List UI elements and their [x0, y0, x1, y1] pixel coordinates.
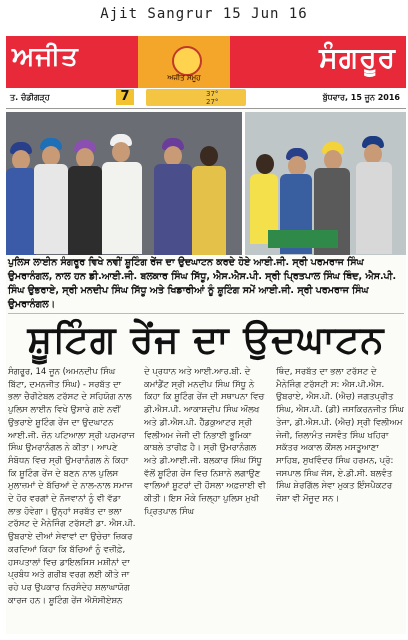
photo-caption: ਪੁਲਿਸ ਲਾਈਨ ਸੰਗਰੂਰ ਵਿਖੇ ਨਵੀਂ ਸ਼ੂਟਿੰਗ ਰੇਂਜ ਦਾ ਉਦਘਾਟਨ ਕਰਦੇ ਹੋਏ ਆਈ.ਜੀ. ਸ੍ਰੀ ਪਰਮਰਾਜ ਸਿੰਘ ਉਮਰਾਨੰਗਲ, ਨਾਲ ਹਨ ਡੀ.ਆਈ.ਜੀ. ਬਲਕਾਰ ਸਿੰਘ ਸਿੱਧੂ, ਐਸ.ਐਸ.ਪੀ. ਸ੍ਰੀ ਪ੍ਰਿਤਪਾਲ ਸਿੰਘ ਥਿੰਦ, ਐਸ.ਪੀ. ਸਿੰਘ ਉਭਰਾਏ, ਸ੍ਰੀ ਮਨਦੀਪ ਸਿੰਘ ਸਿੱਧੂ ਅਤੇ ਖਿਡਾਰੀਆਂ ਨੂੰ ਸ਼ੂਟਿੰਗ ਸਮੇਂ ਆਈ.ਜੀ. ਸ੍ਰੀ ਪਰਮਰਾਜ ਸਿੰਘ ਉਮਰਾਨੰਗਲ। [8, 257, 397, 310]
emblem-icon [172, 46, 202, 76]
weather-box [146, 89, 246, 106]
paper-name: ਅਜੀਤ [12, 42, 79, 72]
masthead-emblem [138, 36, 230, 88]
edition-name: ਸੰਗਰੂਰ [319, 41, 396, 74]
temp-min: 27° [206, 98, 219, 106]
news-photo [6, 112, 406, 255]
temp-max: 37° [206, 90, 219, 98]
masthead [6, 36, 406, 88]
article-column-2: ਦੇ ਪ੍ਰਧਾਨ ਅਤੇ ਆਈ.ਆਰ.ਬੀ. ਦੇ ਕਮਾਂਡੈਂਟ ਸ੍ਰੀ ਮਨਦੀਪ ਸਿੰਘ ਸਿੱਧੂ ਨੇ ਕਿਹਾ ਕਿ ਸ਼ੂਟਿੰਗ ਰੇਂਜ ਦੀ ਸਥਾਪਨਾ ਵਿਚ ਡੀ.ਐਸ.ਪੀ. ਆਕਾਸ਼ਦੀਪ ਸਿੰਘ ਔਲਖ ਅਤੇ ਡੀ.ਐਸ.ਪੀ. ਹੈੱਡਕੁਆਟਰ ਸ੍ਰੀ ਵਿਲੀਅਮ ਜੇਜੀ ਦੀ ਨਿਭਾਈ ਭੂਮਿਕਾ ਕਾਬਲੇ ਤਾਰੀਫ਼ ਹੈ। ਸ੍ਰੀ ਉਮਰਾਨੰਗਲ ਅਤੇ ਡੀ.ਆਈ.ਜੀ. ਬਲਕਾਰ ਸਿੰਘ ਸਿੱਧੂ ਵੱਲੋਂ ਸ਼ੂਟਿੰਗ ਰੇਂਜ ਵਿਚ ਨਿਸ਼ਾਨੇ ਲਗਾਉਣ ਵਾਲਿਆਂ ਸ਼ੂਟਰਾਂ ਦੀ ਹੌਸਲਾ ਅਫ਼ਜ਼ਾਈ ਵੀ ਕੀਤੀ। ਇਸ ਮੌਕੇ ਜ਼ਿਲ੍ਹਾ ਪੁਲਿਸ ਮੁਖੀ ਪ੍ਰਿਤਪਾਲ ਸਿੰਘ [144, 367, 266, 517]
page-caption: Ajit Sangrur 15 Jun 16 [100, 6, 308, 22]
article-headline: ਸ਼ੂਟਿੰਗ ਰੇਂਜ ਦਾ ਉਦਘਾਟਨ [8, 313, 404, 364]
emblem-text: ਅਜੀਤ ਸਮੂਹ [167, 74, 201, 82]
article-column-3: ਥਿੰਦ, ਸਰਬੱਤ ਦਾ ਭਲਾ ਟਰੱਸਟ ਦੇ ਮੈਨੇਜਿੰਗ ਟਰੱਸਟੀ ਸ: ਐਸ.ਪੀ.ਐਸ. ਉਬਰਾਏ, ਐਸ.ਪੀ. (ਐਚ) ਜਗਤਪ੍ਰੀਤ ਸਿੰਘ, ਐਸ.ਪੀ. (ਡੀ) ਜਸਕਿਰਨਜੀਤ ਸਿੰਘ ਤੇਜਾ, ਡੀ.ਐਸ.ਪੀ. (ਐਚ) ਸ੍ਰੀ ਵਿਲੀਅਮ ਜੇਜੀ, ਜ਼ਿਲਾਮੰਤ ਜਸਵੰਤ ਸਿੰਘ ਖਹਿਰਾ ਸਕੱਤਰ ਅਕਾਲ ਕੌਂਸਲ ਮਸਤੂਆਣਾ ਸਾਹਿਬ, ਸੁਖਵਿੰਦਰ ਸਿੰਘ ਹਰਮਨ, ਪ੍ਰੋ: ਜਸਪਾਲ ਸਿੰਘ ਜੱਸ, ਏ.ਡੀ.ਸੀ. ਬਲਵੰਤ ਸਿੰਘ ਸ਼ੇਰਗਿੱਲ ਸੇਵਾ ਮੁਕਤ ਇੰਸਪੈਕਟਰ ਜੋਸ਼ਾ ਵੀ ਮੌਜੂਦ ਸਨ। [276, 367, 404, 505]
dateline-date: ਬੁੱਧਵਾਰ, 15 ਜੂਨ 2016 [322, 93, 400, 102]
dateline-city: ਤ. ਚੰਡੀਗੜ੍ਹ [10, 93, 50, 102]
newspaper-clipping [6, 36, 406, 634]
page-number: 7 [116, 89, 134, 105]
article-body [8, 366, 404, 632]
article-column-1: ਸੰਗਰੂਰ, 14 ਜੂਨ (ਅਮਨਦੀਪ ਸਿੰਘ ਬਿੱਟਾ, ਦਮਨਜੀਤ ਸਿੰਘ) - ਸਰਬੱਤ ਦਾ ਭਲਾ ਚੈਰੀਟੇਬਲ ਟਰੱਸਟ ਦੇ ਸਹਿਯੋਗ ਨਾਲ ਪੁਲਿਸ ਲਾਈਨ ਵਿਖੇ ਉਸਾਰੇ ਗਏ ਨਵੀਂ ਉਭਰਾਏ ਸ਼ੂਟਿੰਗ ਰੇਂਜ ਦਾ ਉਦਘਾਟਨ ਆਈ.ਜੀ. ਜ਼ੋਨ ਪਟਿਆਲਾ ਸ੍ਰੀ ਪਰਮਰਾਜ ਸਿੰਘ ਉਮਰਾਨੰਗਲ ਨੇ ਕੀਤਾ। ਆਪਣੇ ਸੰਬੋਧਨ ਵਿਚ ਸ੍ਰੀ ਉਮਰਾਨੰਗਲ ਨੇ ਕਿਹਾ ਕਿ ਸ਼ੂਟਿੰਗ ਰੇਂਜ ਦੇ ਬਣਨ ਨਾਲ ਪੁਲਿਸ ਮੁਲਾਜ਼ਮਾਂ ਦੇ ਬੱਚਿਆਂ ਦੇ ਨਾਲ-ਨਾਲ ਸਮਾਜ ਦੇ ਹੋਰ ਵਰਗਾਂ ਦੇ ਨੌਜਵਾਨਾਂ ਨੂੰ ਵੀ ਵੱਡਾ ਲਾਭ ਹੋਵੇਗਾ। ਉਨ੍ਹਾਂ ਸਰਬੱਤ ਦਾ ਭਲਾ ਟਰੱਸਟ ਦੇ ਮੈਨੇਜਿੰਗ ਟਰੱਸਟੀ ਡਾ. ਐਸ.ਪੀ. ਉਬਰਾਏ ਦੀਆਂ ਸੇਵਾਵਾਂ ਦਾ ਉਚੇਚਾ ਜ਼ਿਕਰ ਕਰਦਿਆਂ ਕਿਹਾ ਕਿ ਬੱਚਿਆਂ ਨੂੰ ਵਜ਼ੀਫ਼ੇ, ਹਸਪਤਾਲਾਂ ਵਿਚ ਡਾਇਲਸਿਸ ਮਸ਼ੀਨਾਂ ਦਾ ਪ੍ਰਬੰਧ ਅਤੇ ਗਰੀਬ ਵਰਗ ਲਈ ਕੀਤੇ ਜਾ ਰਹੇ ਪਰ ਉਪਕਾਰ ਨਿਰਸੰਦੇਹ ਸ਼ਲਾਘਾਯੋਗ ਕਾਰਜ ਹਨ। ਸ਼ੂਟਿੰਗ ਰੇਂਜ ਐਸੋਸੀਏਸ਼ਨ [8, 367, 136, 606]
dateline-bar [6, 88, 406, 109]
table-object [268, 230, 338, 248]
